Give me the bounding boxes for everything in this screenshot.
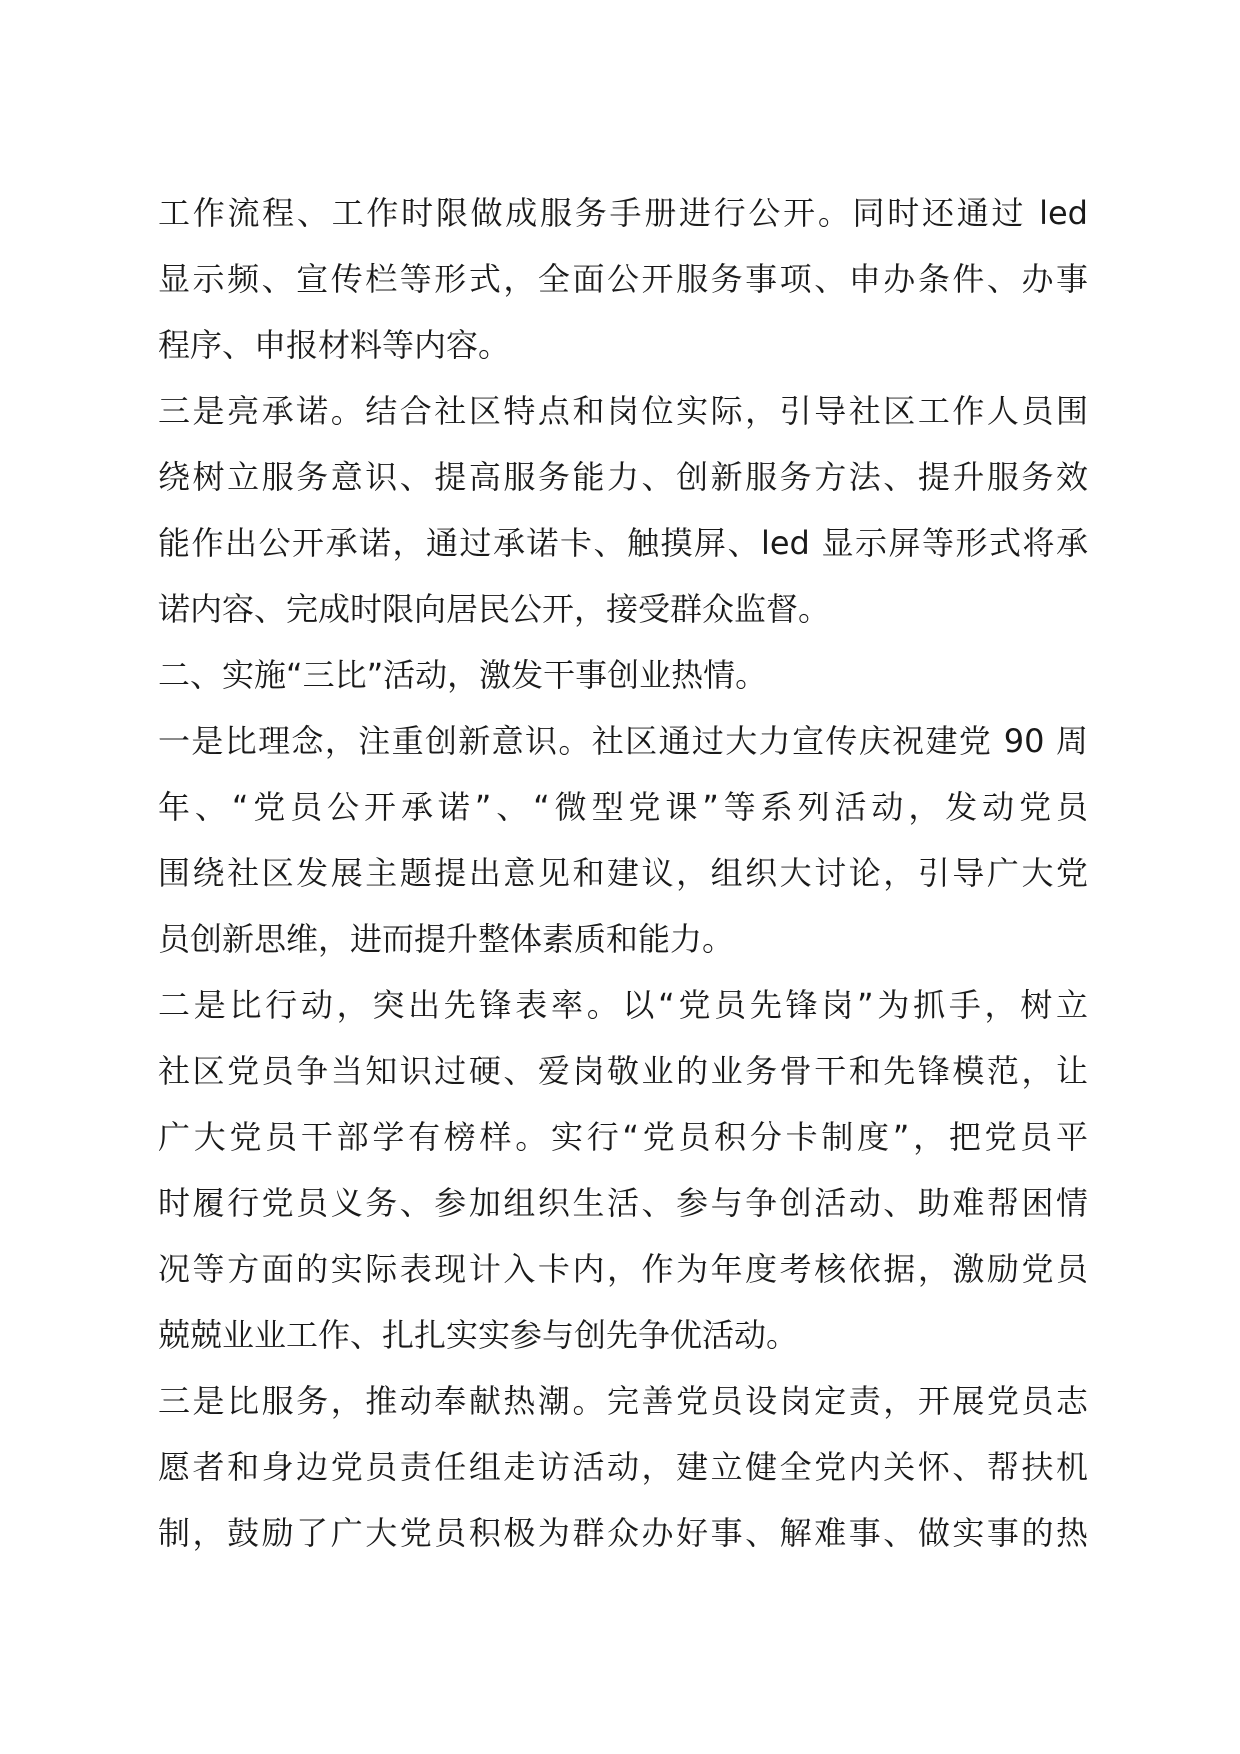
text-line: 广大党员干部学有榜样。实行“党员积分卡制度”，把党员平 — [158, 1118, 1088, 1156]
text-line: 愿者和身边党员责任组走访活动，建立健全党内关怀、帮扶机 — [158, 1448, 1088, 1486]
text-line: 时履行党员义务、参加组织生活、参与争创活动、助难帮困情 — [158, 1184, 1088, 1222]
text-line: 制，鼓励了广大党员积极为群众办好事、解难事、做实事的热 — [158, 1514, 1088, 1552]
text-line: 年、“党员公开承诺”、“微型党课”等系列活动，发动党员 — [158, 788, 1088, 826]
text-line: 社区党员争当知识过硬、爱岗敬业的业务骨干和先锋模范，让 — [158, 1052, 1088, 1090]
text-line: 员创新思维，进而提升整体素质和能力。 — [158, 920, 735, 958]
text-line: 显示频、宣传栏等形式，全面公开服务事项、申办条件、办事 — [158, 260, 1088, 298]
text-line: 况等方面的实际表现计入卡内，作为年度考核依据，激励党员 — [158, 1250, 1088, 1288]
text-line: 程序、申报材料等内容。 — [158, 326, 511, 364]
text-line: 围绕社区发展主题提出意见和建议，组织大讨论，引导广大党 — [158, 854, 1088, 892]
text-line: 兢兢业业工作、扎扎实实参与创先争优活动。 — [158, 1316, 799, 1354]
text-line: 三是亮承诺。结合社区特点和岗位实际，引导社区工作人员围 — [158, 392, 1088, 430]
text-line: 工作流程、工作时限做成服务手册进行公开。同时还通过 led — [158, 194, 1088, 232]
text-line: 绕树立服务意识、提高服务能力、创新服务方法、提升服务效 — [158, 458, 1088, 496]
section-heading: 二、实施“三比”活动，激发干事创业热情。 — [158, 656, 768, 694]
text-line: 三是比服务，推动奉献热潮。完善党员设岗定责，开展党员志 — [158, 1382, 1088, 1420]
text-line: 能作出公开承诺，通过承诺卡、触摸屏、led 显示屏等形式将承 — [158, 524, 1088, 562]
text-line: 二是比行动，突出先锋表率。以“党员先锋岗”为抓手，树立 — [158, 986, 1088, 1024]
text-line: 一是比理念，注重创新意识。社区通过大力宣传庆祝建党 90 周 — [158, 722, 1088, 760]
text-line: 诺内容、完成时限向居民公开，接受群众监督。 — [158, 590, 831, 628]
